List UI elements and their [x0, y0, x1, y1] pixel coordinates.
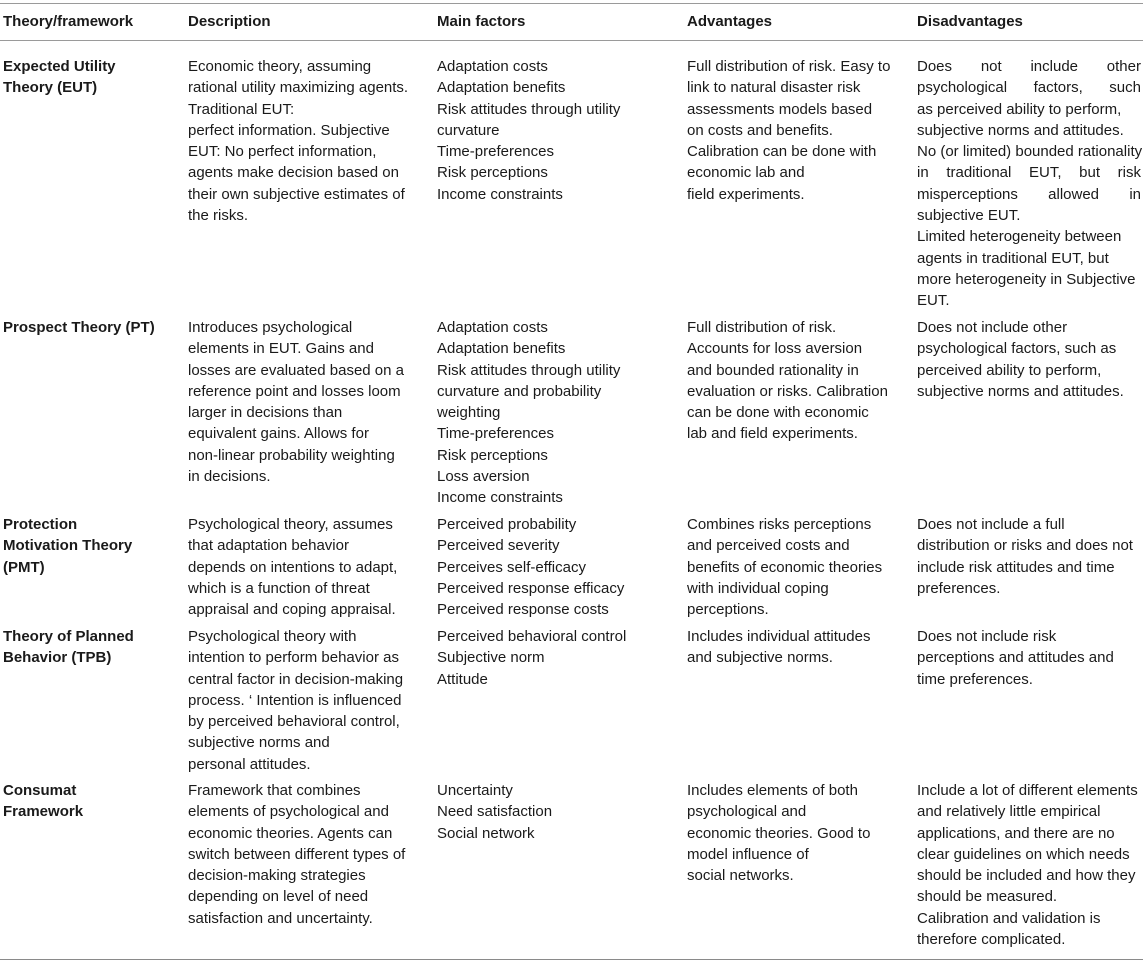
cell-text-line: Expected Utility	[3, 58, 116, 75]
description-cell	[188, 317, 416, 487]
cell-text-line: Consumat	[3, 782, 77, 799]
cell-text-line: curvature and probability	[437, 382, 602, 400]
cell-text-line: subjective norms and	[188, 734, 330, 752]
cell-text-line: psychological factors, such as	[917, 340, 1117, 358]
cell-text-line: lab and field experiments.	[687, 425, 858, 443]
cell-text-line: and relatively little empirical	[917, 803, 1101, 821]
cell-text-line: Limited heterogeneity between	[917, 228, 1122, 246]
cell-text-line: Income constraints	[437, 489, 563, 507]
cell-text-line: applications, and there are no	[917, 824, 1115, 842]
header-main-factors: Main factors	[437, 13, 526, 30]
cell-text-line: perceptions.	[687, 601, 769, 619]
advantages-cell	[687, 317, 897, 445]
cell-text-line: Include a lot of different elements	[917, 782, 1138, 799]
theory-name-cell	[3, 514, 173, 578]
cell-text-line: intention to perform behavior as	[188, 649, 399, 667]
cell-text-line: model influence of	[687, 845, 809, 863]
main-factors-cell	[437, 317, 647, 509]
cell-text-line: social networks.	[687, 867, 794, 885]
cell-text-line: Does not include other	[917, 319, 1068, 336]
description-cell	[188, 626, 416, 775]
disadvantages-cell	[917, 780, 1141, 950]
cell-text-line: preferences.	[917, 579, 1001, 597]
cell-text-line: non-linear probability weighting	[188, 446, 395, 464]
cell-text-line: perceptions and attitudes and	[917, 649, 1114, 667]
cell-text-line: Economic theory, assuming	[188, 58, 372, 75]
cell-text-line: weighting	[437, 404, 501, 422]
cell-text-line: Theory of Planned	[3, 628, 134, 645]
cell-text-line: subjective EUT.	[917, 207, 1021, 225]
cell-text-line: on costs and benefits.	[687, 121, 833, 139]
advantages-cell	[687, 56, 897, 205]
cell-text-line: Perceived response costs	[437, 601, 609, 619]
cell-text-line: misperceptions allowed in	[917, 185, 1141, 203]
cell-text-line: psychological and	[687, 803, 807, 821]
cell-text-line: and subjective norms.	[687, 649, 833, 667]
cell-text-line: Framework	[3, 803, 84, 821]
cell-text-line: Motivation Theory	[3, 537, 133, 555]
cell-text-line: Includes individual attitudes	[687, 628, 871, 645]
cell-text-line: economic theories. Good to	[687, 824, 871, 842]
cell-text-line: decision-making strategies	[188, 867, 366, 885]
cell-text-line: therefore complicated.	[917, 931, 1066, 949]
cell-text-line: in decisions.	[188, 468, 271, 486]
cell-text-line: appraisal and coping appraisal.	[188, 601, 396, 619]
cell-text-line: Calibration and validation is	[917, 909, 1101, 927]
cell-text-line: benefits of economic theories	[687, 558, 883, 576]
cell-text-line: Need satisfaction	[437, 803, 553, 821]
cell-text-line: elements in EUT. Gains and	[188, 340, 374, 358]
cell-text-line: Does not include a full	[917, 516, 1065, 533]
cell-text-line: the risks.	[188, 207, 249, 225]
cell-text-line: economic theories. Agents can	[188, 824, 393, 842]
cell-text-line: Combines risks perceptions	[687, 516, 872, 533]
cell-text-line: clear guidelines on which needs	[917, 845, 1130, 863]
cell-text-line: Risk perceptions	[437, 164, 548, 182]
disadvantages-cell	[917, 514, 1141, 599]
cell-text-line: should be included and how they	[917, 867, 1136, 885]
disadvantages-cell	[917, 56, 1141, 312]
cell-text-line: with individual coping	[687, 579, 829, 597]
cell-text-line: Time-preferences	[437, 425, 554, 443]
cell-text-line: depending on level of need	[188, 888, 369, 906]
cell-text-line: EUT: No perfect information,	[188, 143, 377, 161]
cell-text-line: in traditional EUT, but risk	[917, 164, 1141, 182]
cell-text-line: (PMT)	[3, 558, 45, 576]
cell-text-line: Uncertainty	[437, 782, 513, 799]
cell-text-line: Perceived probability	[437, 516, 577, 533]
cell-text-line: depends on intentions to adapt,	[188, 558, 398, 576]
cell-text-line: should be measured.	[917, 888, 1058, 906]
header-advantages: Advantages	[687, 13, 773, 30]
main-factors-cell	[437, 56, 647, 205]
cell-text-line: Does not include other	[917, 58, 1141, 75]
cell-text-line: more heterogeneity in Subjective	[917, 270, 1136, 288]
cell-text-line: No (or limited) bounded rationality	[917, 143, 1143, 161]
cell-text-line: larger in decisions than	[188, 404, 343, 422]
advantages-cell	[687, 626, 897, 669]
cell-text-line: include risk attitudes and time	[917, 558, 1115, 576]
cell-text-line: perceived ability to perform,	[917, 361, 1102, 379]
cell-text-line: Framework that combines	[188, 782, 361, 799]
cell-text-line: link to natural disaster risk	[687, 79, 861, 97]
advantages-cell	[687, 514, 897, 620]
cell-text-line: rational utility maximizing agents.	[188, 79, 409, 97]
cell-text-line: central factor in decision-making	[188, 670, 404, 688]
header-disadvantages: Disadvantages	[917, 13, 1023, 30]
cell-text-line: Risk attitudes through utility	[437, 100, 621, 118]
theory-name-cell	[3, 317, 173, 338]
cell-text-line: time preferences.	[917, 670, 1033, 688]
cell-text-line: Does not include risk	[917, 628, 1057, 645]
cell-text-line: as perceived ability to perform,	[917, 100, 1122, 118]
cell-text-line: Attitude	[437, 670, 488, 688]
cell-text-line: Psychological theory with	[188, 628, 357, 645]
cell-text-line: subjective norms and attitudes.	[917, 121, 1124, 139]
cell-text-line: Theory (EUT)	[3, 79, 98, 97]
cell-text-line: distribution or risks and does not	[917, 537, 1133, 555]
cell-text-line: that adaptation behavior	[188, 537, 349, 555]
cell-text-line: agents make decision based on	[188, 164, 399, 182]
cell-text-line: economic lab and	[687, 164, 805, 182]
cell-text-line: Calibration can be done with	[687, 143, 877, 161]
cell-text-line: reference point and losses loom	[188, 382, 401, 400]
theory-name-cell	[3, 56, 173, 99]
cell-text-line: Accounts for loss aversion	[687, 340, 863, 358]
cell-text-line: Perceived behavioral control	[437, 628, 627, 645]
cell-text-line: perfect information. Subjective	[188, 121, 390, 139]
cell-text-line: Prospect Theory (PT)	[3, 319, 155, 336]
description-cell	[188, 514, 416, 620]
cell-text-line: Full distribution of risk. Easy to	[687, 58, 891, 75]
cell-text-line: and bounded rationality in	[687, 361, 859, 379]
cell-text-line: Social network	[437, 824, 535, 842]
cell-text-line: Income constraints	[437, 185, 563, 203]
cell-text-line: subjective norms and attitudes.	[917, 382, 1124, 400]
table-bottom-rule	[0, 959, 1143, 960]
table-header-rule	[0, 40, 1143, 41]
cell-text-line: evaluation or risks. Calibration	[687, 382, 888, 400]
theory-name-cell	[3, 626, 173, 669]
cell-text-line: and perceived costs and	[687, 537, 850, 555]
disadvantages-cell	[917, 317, 1141, 402]
cell-text-line: Time-preferences	[437, 143, 554, 161]
cell-text-line: Protection	[3, 516, 78, 533]
cell-text-line: their own subjective estimates of	[188, 185, 405, 203]
cell-text-line: Includes elements of both	[687, 782, 858, 799]
advantages-cell	[687, 780, 897, 886]
cell-text-line: personal attitudes.	[188, 755, 311, 773]
cell-text-line: Subjective norm	[437, 649, 545, 667]
cell-text-line: agents in traditional EUT, but	[917, 249, 1109, 267]
cell-text-line: equivalent gains. Allows for	[188, 425, 369, 443]
cell-text-line: satisfaction and uncertainty.	[188, 909, 373, 927]
cell-text-line: Loss aversion	[437, 468, 530, 486]
description-cell	[188, 780, 416, 929]
cell-text-line: Risk attitudes through utility	[437, 361, 621, 379]
header-description: Description	[188, 13, 271, 30]
cell-text-line: Adaptation benefits	[437, 340, 566, 358]
cell-text-line: can be done with economic	[687, 404, 869, 422]
cell-text-line: curvature	[437, 121, 500, 139]
cell-text-line: Perceives self-efficacy	[437, 558, 586, 576]
cell-text-line: which is a function of threat	[188, 579, 370, 597]
cell-text-line: Perceived response efficacy	[437, 579, 625, 597]
cell-text-line: Behavior (TPB)	[3, 649, 112, 667]
cell-text-line: field experiments.	[687, 185, 805, 203]
cell-text-line: EUT.	[917, 292, 950, 310]
cell-text-line: elements of psychological and	[188, 803, 389, 821]
cell-text-line: assessments models based	[687, 100, 873, 118]
main-factors-cell	[437, 626, 647, 690]
cell-text-line: Introduces psychological	[188, 319, 353, 336]
cell-text-line: Full distribution of risk.	[687, 319, 837, 336]
table-top-rule	[0, 3, 1143, 4]
cell-text-line: Adaptation benefits	[437, 79, 566, 97]
main-factors-cell	[437, 514, 647, 620]
theory-name-cell	[3, 780, 173, 823]
cell-text-line: Adaptation costs	[437, 319, 548, 336]
cell-text-line: Adaptation costs	[437, 58, 548, 75]
main-factors-cell	[437, 780, 647, 844]
cell-text-line: switch between different types of	[188, 845, 406, 863]
description-cell	[188, 56, 416, 226]
cell-text-line: Perceived severity	[437, 537, 560, 555]
cell-text-line: Risk perceptions	[437, 446, 548, 464]
header-theory-framework: Theory/framework	[3, 13, 134, 30]
cell-text-line: psychological factors, such	[917, 79, 1141, 97]
cell-text-line: losses are evaluated based on a	[188, 361, 404, 379]
table-header-row	[0, 11, 1143, 35]
cell-text-line: by perceived behavioral control,	[188, 713, 400, 731]
cell-text-line: Psychological theory, assumes	[188, 516, 393, 533]
cell-text-line: Traditional EUT:	[188, 100, 295, 118]
cell-text-line: process. ‘ Intention is influenced	[188, 691, 402, 709]
disadvantages-cell	[917, 626, 1141, 690]
